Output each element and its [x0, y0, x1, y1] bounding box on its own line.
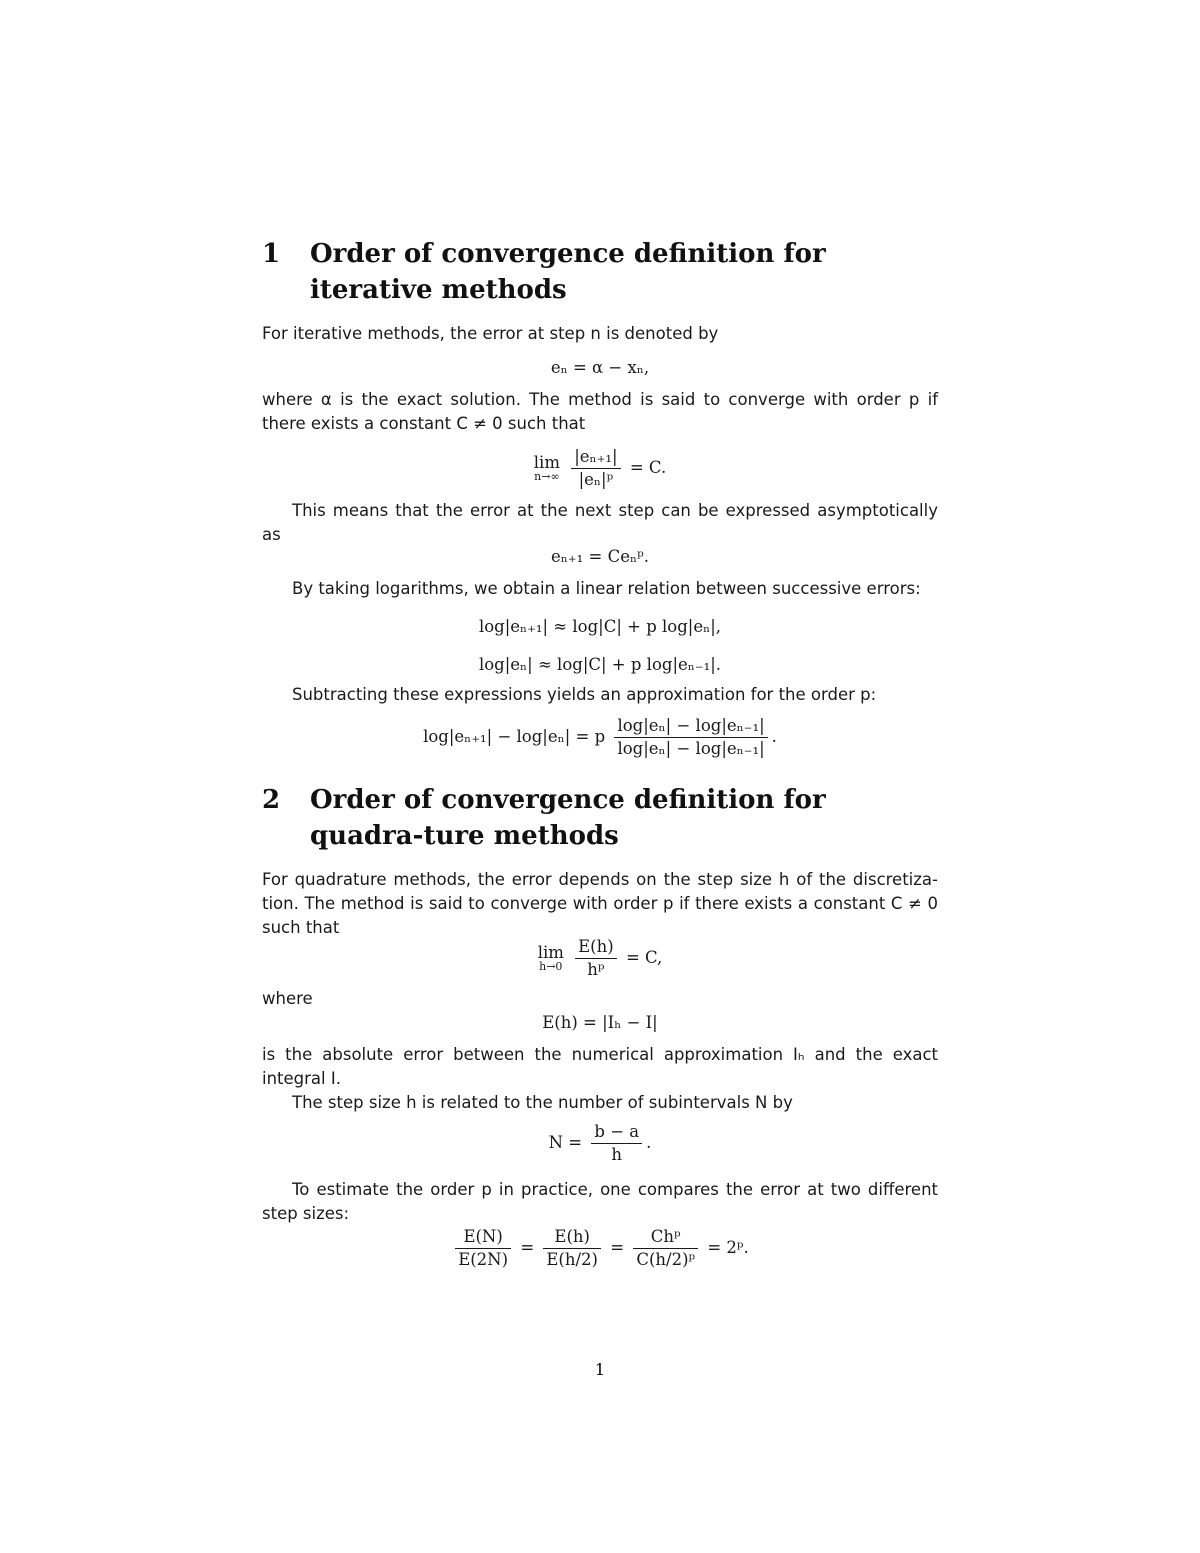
- equation-rhs: = C,: [625, 948, 663, 967]
- section-2-paragraph-5: To estimate the order p in practice, one compares the error at two different step sizes:: [262, 1180, 938, 1223]
- fraction-numerator: |eₙ₊₁|: [571, 446, 620, 469]
- section-1-paragraph-1: For iterative methods, the error at step n is denoted by: [262, 324, 719, 343]
- section-1-paragraph-2: where α is the exact solution. The method is said to converge with order p if there exists a constant C ≠ 0 such that: [262, 390, 938, 433]
- fraction-denominator: C(h/2)ᵖ: [636, 1250, 696, 1269]
- equation-end: = 2ᵖ.: [707, 1238, 749, 1257]
- order-fraction: [614, 715, 767, 760]
- lim-text: lim: [533, 452, 560, 472]
- lim-text: lim: [537, 942, 564, 962]
- document-page: [262, 236, 938, 1277]
- section-2-paragraph-4: The step size h is related to the number of subintervals N by: [292, 1093, 793, 1112]
- equation-end: .: [771, 727, 777, 746]
- equation-absolute-error: E(h) = |Iₕ − I|: [542, 1013, 658, 1032]
- fraction-numerator: log|eₙ| − log|eₙ₋₁|: [614, 715, 767, 738]
- ratio-fraction-3: [633, 1226, 698, 1271]
- equation-lhs: N =: [548, 1133, 583, 1152]
- equation-log-1: log|eₙ₊₁| ≈ log|C| + p log|eₙ|,: [478, 617, 722, 636]
- section-1-paragraph-4: By taking logarithms, we obtain a linear relation between successive errors:: [292, 579, 921, 598]
- section-1-paragraph-3: This means that the error at the next step can be expressed asymptotically as: [262, 501, 938, 544]
- fraction-denominator: log|eₙ| − log|eₙ₋₁|: [617, 739, 765, 758]
- limit-operator: [533, 452, 560, 483]
- equation-log-2: log|eₙ| ≈ log|C| + p log|eₙ₋₁|.: [478, 655, 722, 674]
- equation-order-estimate: [262, 715, 938, 760]
- fraction-numerator: E(h): [575, 936, 617, 959]
- equation-asymptotic: eₙ₊₁ = Ceₙᵖ.: [551, 547, 649, 566]
- section-1-paragraph-5: Subtracting these expressions yields an approximation for the order p:: [292, 685, 877, 704]
- section-1-title: Order of convergence definition for iterative methods: [310, 239, 826, 305]
- section-2-paragraph-2: where: [262, 989, 313, 1008]
- section-2-title: Order of convergence definition for quadra-ture methods: [310, 785, 826, 851]
- section-2-paragraph-3: is the absolute error between the numerical approximation Iₕ and the exact integral I.: [262, 1045, 938, 1088]
- limit-fraction: [575, 936, 617, 981]
- equation-quadrature-limit: [262, 936, 938, 981]
- section-2-paragraph-1: For quadrature methods, the error depends on the step size h of the discretiza-tion. The method is said to converge with order p if there exists a constant C ≠ 0 such that: [262, 870, 938, 937]
- ratio-fraction-1: [455, 1226, 511, 1271]
- subinterval-fraction: [591, 1121, 642, 1166]
- fraction-numerator: E(N): [455, 1226, 511, 1249]
- equation-limit-order: [262, 446, 938, 491]
- equation-lhs: log|eₙ₊₁| − log|eₙ| = p: [423, 727, 606, 746]
- fraction-numerator: Chᵖ: [633, 1226, 698, 1249]
- fraction-denominator: |eₙ|ᵖ: [578, 470, 614, 489]
- equation-rhs: = C.: [629, 458, 667, 477]
- limit-fraction: [571, 446, 620, 491]
- lim-subscript: n→∞: [534, 469, 560, 483]
- limit-operator: [537, 942, 564, 973]
- equation-subintervals: [262, 1121, 938, 1166]
- fraction-numerator: E(h): [543, 1226, 601, 1249]
- section-2-number: 2: [262, 785, 281, 815]
- ratio-fraction-2: [543, 1226, 601, 1271]
- lim-subscript: h→0: [539, 959, 563, 973]
- section-1-number: 1: [262, 239, 281, 269]
- equation-ratio: [262, 1226, 938, 1271]
- equals-sign: =: [520, 1238, 535, 1257]
- page-number: 1: [594, 1360, 606, 1379]
- fraction-denominator: hᵖ: [587, 960, 605, 979]
- fraction-denominator: E(h/2): [546, 1250, 598, 1269]
- section-2-heading: [262, 782, 938, 854]
- equation-end: .: [646, 1133, 652, 1152]
- equation-error-definition: eₙ = α − xₙ,: [550, 358, 650, 377]
- equals-sign: =: [610, 1238, 625, 1257]
- fraction-denominator: E(2N): [458, 1250, 509, 1269]
- fraction-denominator: h: [611, 1145, 623, 1164]
- section-1-heading: [262, 236, 938, 308]
- fraction-numerator: b − a: [591, 1121, 642, 1144]
